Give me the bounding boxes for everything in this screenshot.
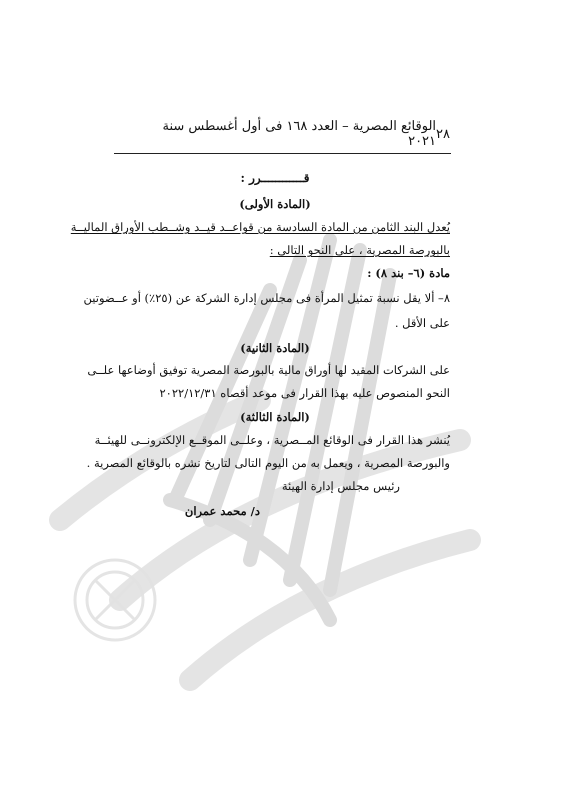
article-3-text-line-2: والبورصة المصرية ، ويعمل به من اليوم التالى لتاريخ نشره بالوقائع المصرية . bbox=[86, 456, 450, 470]
article-3-title: (المادة الثالثة) bbox=[240, 410, 310, 424]
clause-text-line-2: على الأقل . bbox=[394, 316, 450, 330]
article-2-title: (المادة الثانية) bbox=[240, 341, 310, 355]
article-1-text-line-1: يُعدل البند الثامن من المادة السادسة من قواعــد قيــد وشــطب الأوراق الماليــة bbox=[70, 220, 450, 234]
gazette-issue-title: الوقائع المصرية – العدد ١٦٨ فى أول أغسطس سنة ٢٠٢١ bbox=[162, 119, 437, 149]
clause-text-line-1: ٨– ألا يقل نسبة تمثيل المرأة فى مجلس إدارة الشركة عن (٢٥٪) أو عــضوتين bbox=[83, 291, 450, 305]
article-1-text-line-2: بالبورصة المصرية ، على النحو التالى : bbox=[269, 243, 450, 257]
signatory-title: رئيس مجلس إدارة الهيئة bbox=[281, 479, 400, 493]
article-2-text-line-1: على الشركات المقيد لها أوراق مالية بالبورصة المصرية توفيق أوضاعها علــى bbox=[87, 363, 450, 377]
article-1-title: (المادة الأولى) bbox=[239, 197, 311, 211]
decision-heading: قــــــــــــرر : bbox=[240, 171, 310, 185]
header-divider bbox=[114, 153, 451, 154]
page-header bbox=[155, 119, 450, 149]
article-2-text-line-2: النحو المنصوص عليه بهذا القرار فى موعد أقصاه ٢٠٢٢/١٢/٣١ bbox=[159, 386, 450, 400]
article-3-text-line-1: يُنشر هذا القرار فى الوقائع المــصرية ، وعلــى الموقــع الإلكترونــى للهيئــة bbox=[94, 433, 450, 447]
page-number: ٢٨ bbox=[436, 126, 450, 142]
signatory-name: د/ محمد عمران bbox=[184, 504, 260, 518]
article-reference: مادة (٦– بند ٨) : bbox=[367, 266, 450, 280]
